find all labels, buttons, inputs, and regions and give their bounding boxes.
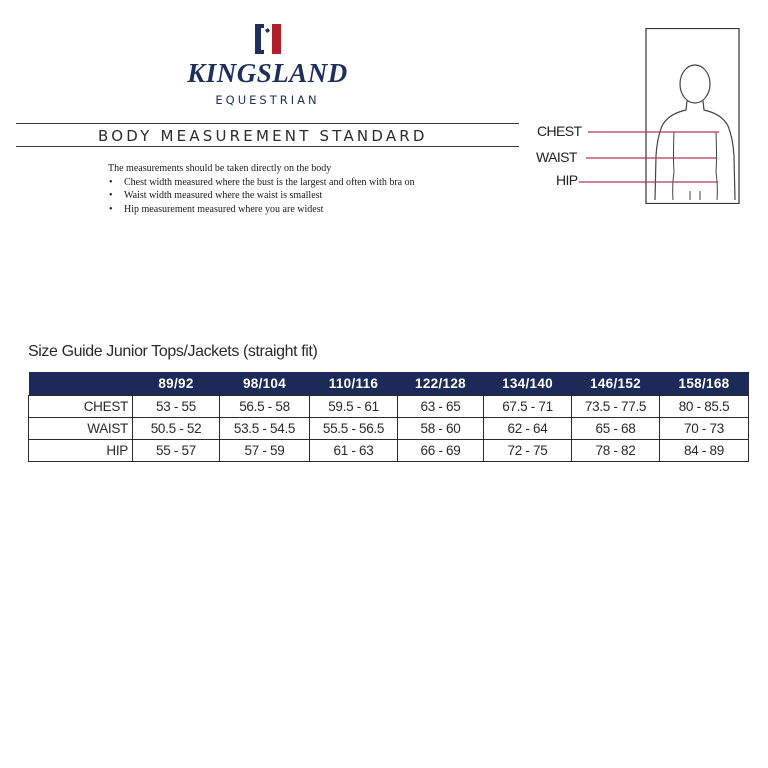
table-row <box>29 396 749 418</box>
brand-subtitle: EQUESTRIAN <box>215 93 320 107</box>
kingsland-crest-icon <box>255 24 281 54</box>
table-cell: 78 - 82 <box>572 440 660 462</box>
title-band <box>16 123 519 147</box>
row-label-waist: WAIST <box>29 418 133 440</box>
instruction-hip: • Hip measurement measured where you are widest <box>108 203 528 217</box>
body-diagram <box>536 28 742 204</box>
table-cell: 55 - 57 <box>133 440 220 462</box>
table-cell: 59.5 - 61 <box>310 396 398 418</box>
instructions-lead: The measurements should be taken directly on the body <box>108 163 332 174</box>
table-cell: 66 - 69 <box>398 440 484 462</box>
size-column-header: 146/152 <box>572 372 660 396</box>
table-cell: 56.5 - 58 <box>220 396 310 418</box>
table-cell: 72 - 75 <box>484 440 572 462</box>
size-guide-table <box>28 372 749 462</box>
chest-label: CHEST <box>537 123 582 139</box>
size-column-header: 122/128 <box>398 372 484 396</box>
table-cell: 50.5 - 52 <box>133 418 220 440</box>
measurement-instructions <box>108 162 528 216</box>
instruction-waist: • Waist width measured where the waist is smallest <box>108 189 528 203</box>
table-row <box>29 440 749 462</box>
table-cell: 67.5 - 71 <box>484 396 572 418</box>
row-label-hip: HIP <box>29 440 133 462</box>
size-header-row <box>29 372 749 396</box>
table-cell: 57 - 59 <box>220 440 310 462</box>
header-corner <box>29 372 133 396</box>
instruction-chest: • Chest width measured where the bust is the largest and often with bra on <box>108 176 528 190</box>
table-cell: 62 - 64 <box>484 418 572 440</box>
brand-name: KINGSLAND <box>187 58 348 88</box>
size-column-header: 110/116 <box>310 372 398 396</box>
row-label-chest: CHEST <box>29 396 133 418</box>
page-title: BODY MEASUREMENT STANDARD <box>98 127 428 145</box>
table-cell: 80 - 85.5 <box>660 396 749 418</box>
size-column-header: 134/140 <box>484 372 572 396</box>
table-cell: 58 - 60 <box>398 418 484 440</box>
instructions-list <box>108 176 528 217</box>
table-cell: 70 - 73 <box>660 418 749 440</box>
table-cell: 65 - 68 <box>572 418 660 440</box>
size-column-header: 98/104 <box>220 372 310 396</box>
hip-label: HIP <box>556 172 578 188</box>
table-row <box>29 418 749 440</box>
table-cell: 84 - 89 <box>660 440 749 462</box>
size-guide-title: Size Guide Junior Tops/Jackets (straight fit) <box>28 343 318 360</box>
size-column-header: 158/168 <box>660 372 749 396</box>
table-cell: 53.5 - 54.5 <box>220 418 310 440</box>
table-cell: 55.5 - 56.5 <box>310 418 398 440</box>
table-cell: 63 - 65 <box>398 396 484 418</box>
table-cell: 53 - 55 <box>133 396 220 418</box>
table-cell: 61 - 63 <box>310 440 398 462</box>
waist-label: WAIST <box>536 149 577 165</box>
table-cell: 73.5 - 77.5 <box>572 396 660 418</box>
size-column-header: 89/92 <box>133 372 220 396</box>
